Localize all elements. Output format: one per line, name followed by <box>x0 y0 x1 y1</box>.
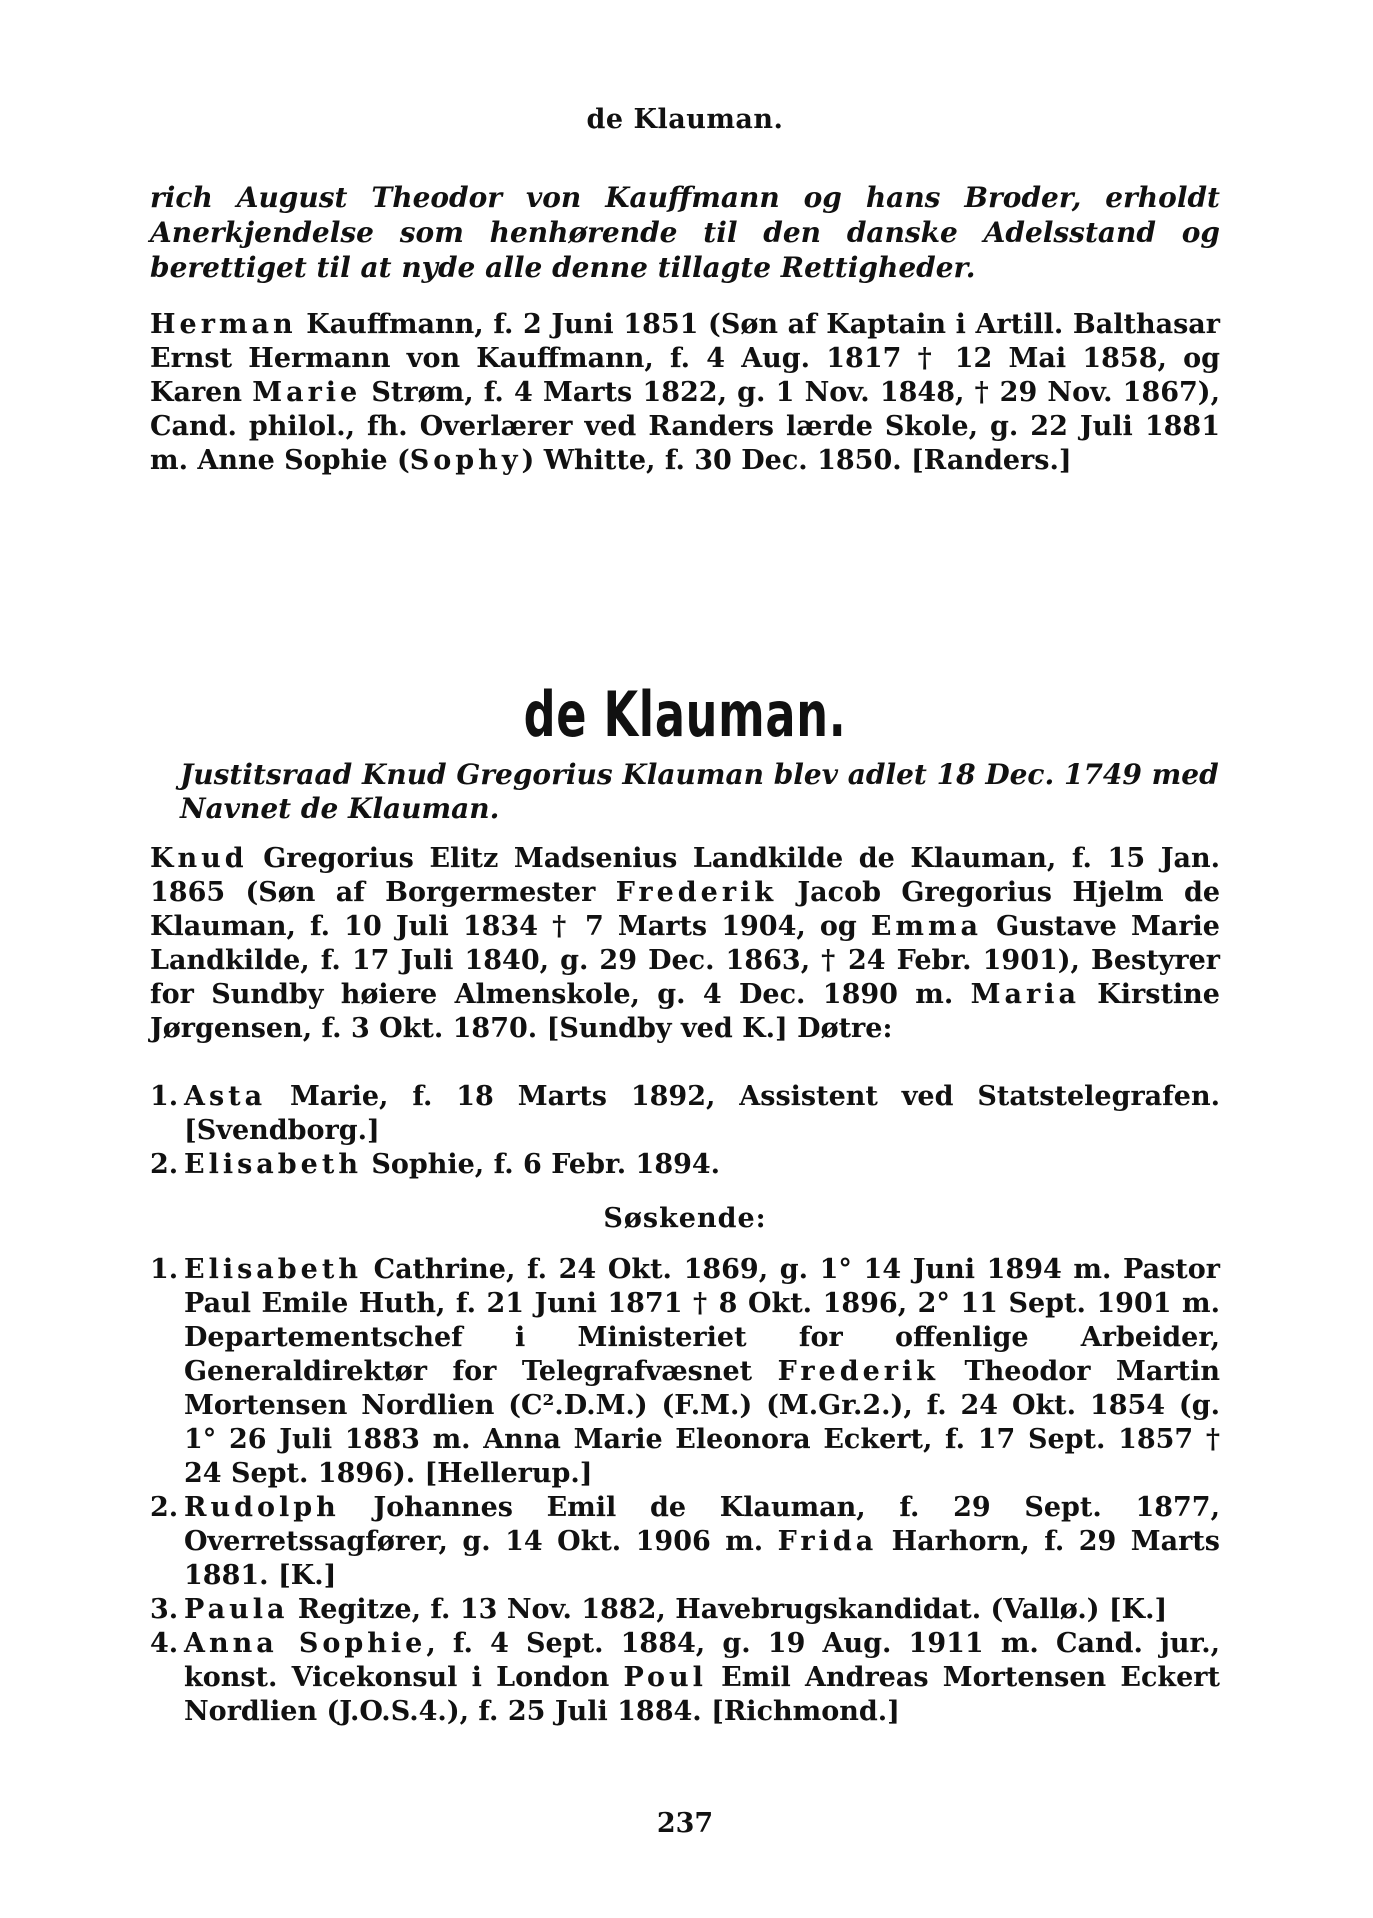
sibling-name: Paula <box>184 1594 289 1625</box>
sibling-text: , f. 4 Sept. 1884, g. 19 Aug. 1911 m. Cand. jur., konst. Vicekonsul i London <box>184 1628 1220 1693</box>
item-number: 1. <box>150 1254 179 1285</box>
knud-text-2: Jacob Gregorius Hjelm de Klauman, f. 10 Juli 1834 † 7 Marts 1904, og <box>150 877 1220 942</box>
item-number: 1. <box>150 1081 179 1112</box>
list-item <box>150 1148 1220 1182</box>
sibling-spouse-name: Poul <box>623 1662 707 1693</box>
daughter-text: Sophie, f. 6 Febr. 1894. <box>361 1149 721 1180</box>
herman-text-3: ) Whitte, f. 30 Dec. 1850. [Randers.] <box>521 445 1072 476</box>
sibling-text-2: Theodor Martin Mortensen Nordlien (C².D.M.) (F.M.) (M.Gr.2.), f. 24 Okt. 1854 (g. 1° 26 Juli 1883 m. Anna Marie Eleonora Eckert, f. 17 Sept. 1857 † 24 Sept. 1896). [Hellerup.] <box>184 1356 1220 1489</box>
knud-text-4: Kirstine Jørgensen, f. 3 Okt. 1870. [Sundby ved K.] Døtre: <box>150 979 1220 1044</box>
sibling-text: Regitze, f. 13 Nov. 1882, Havebrugskandidat. (Vallø.) [K.] <box>288 1594 1168 1625</box>
family-intro: Justitsraad Knud Gregorius Klauman blev adlet 18 Dec. 1749 med Navnet de Klauman. <box>180 758 1219 825</box>
herman-entry <box>150 308 1220 478</box>
family-title: de Klauman. <box>523 678 847 751</box>
siblings-list <box>150 1253 1220 1729</box>
daughter-text: Marie, f. 18 Marts 1892, Assistent ved Statstelegrafen. [Svendborg.] <box>184 1081 1220 1146</box>
list-item <box>150 1491 1220 1593</box>
page <box>150 0 1220 1918</box>
item-number: 2. <box>150 1149 179 1180</box>
knud-father-name: Frederik <box>615 877 778 908</box>
sibling-name: Rudolph <box>184 1492 340 1523</box>
herman-text-2: Strøm, f. 4 Marts 1822, g. 1 Nov. 1848, † 29 Nov. 1867), Cand. philol., fh. Overlærer ved Randers lærde Skole, g. 22 Juli 1881 m. Anne Sophie ( <box>150 377 1220 476</box>
herman-text: Kauffmann, f. 2 Juni 1851 (Søn af Kaptain i Artill. Balthasar Ernst Hermann von Kauffmann, f. 4 Aug. 1817 † 12 Mai 1858, og Karen <box>150 309 1220 408</box>
list-item <box>150 1593 1220 1627</box>
item-number: 4. <box>150 1628 179 1659</box>
sibling-name: Elisabeth <box>184 1254 362 1285</box>
page-number: 237 <box>656 1808 714 1839</box>
item-number: 3. <box>150 1594 179 1625</box>
daughter-name: Elisabeth <box>184 1149 362 1180</box>
knud-wife-name: Maria <box>970 979 1080 1010</box>
item-number: 2. <box>150 1492 179 1523</box>
herman-mother-name: Marie <box>252 377 362 408</box>
sibling-text: Cathrine, f. 24 Okt. 1869, g. 1° 14 Juni 1894 m. Pastor Paul Emile Huth, f. 21 Juni 1871 † 8 Okt. 1896, 2° 11 Sept. 1901 m. Departementschef i Ministeriet for offenlige Arbeider, Generaldirektør for Telegrafvæsnet <box>184 1254 1220 1387</box>
intro-text: rich August Theodor von Kauffmann og hans Broder, erholdt Anerkjendelse som henhørende til den danske Adelsstand og berettiget til at nyde alle denne tillagte Rettigheder. <box>150 181 1220 284</box>
herman-wife-name: Sophy <box>409 445 522 476</box>
knud-entry <box>150 842 1220 1046</box>
knud-mother-name: Emma <box>870 911 983 942</box>
knud-text: Gregorius Elitz Madsenius Landkilde de Klauman, f. 15 Jan. 1865 (Søn af Borgermester <box>150 843 1220 908</box>
herman-name: Herman <box>150 309 297 340</box>
list-item <box>150 1627 1220 1729</box>
list-item <box>150 1080 1220 1148</box>
sibling-spouse-name: Frida <box>777 1526 878 1557</box>
knud-text-3: Gustave Marie Landkilde, f. 17 Juli 1840, g. 29 Dec. 1863, † 24 Febr. 1901), Bestyrer for Sundby høiere Almenskole, g. 4 Dec. 1890 m. <box>150 911 1220 1010</box>
list-item <box>150 1253 1220 1491</box>
daughter-name: Asta <box>184 1081 267 1112</box>
knud-name: Knud <box>150 843 248 874</box>
sibling-name: Anna Sophie <box>184 1628 427 1659</box>
daughters-list <box>150 1080 1220 1182</box>
sibling-text-2: Emil Andreas Mortensen Eckert Nordlien (J.O.S.4.), f. 25 Juli 1884. [Richmond.] <box>184 1662 1220 1727</box>
sibling-text-2: Harhorn, f. 29 Marts 1881. [K.] <box>184 1526 1220 1591</box>
running-head: de Klauman. <box>586 104 784 135</box>
sibling-spouse-name: Frederik <box>777 1356 939 1387</box>
siblings-heading: Søskende: <box>603 1203 767 1234</box>
sibling-text: Johannes Emil de Klauman, f. 29 Sept. 1877, Overretssagfører, g. 14 Okt. 1906 m. <box>184 1492 1220 1557</box>
